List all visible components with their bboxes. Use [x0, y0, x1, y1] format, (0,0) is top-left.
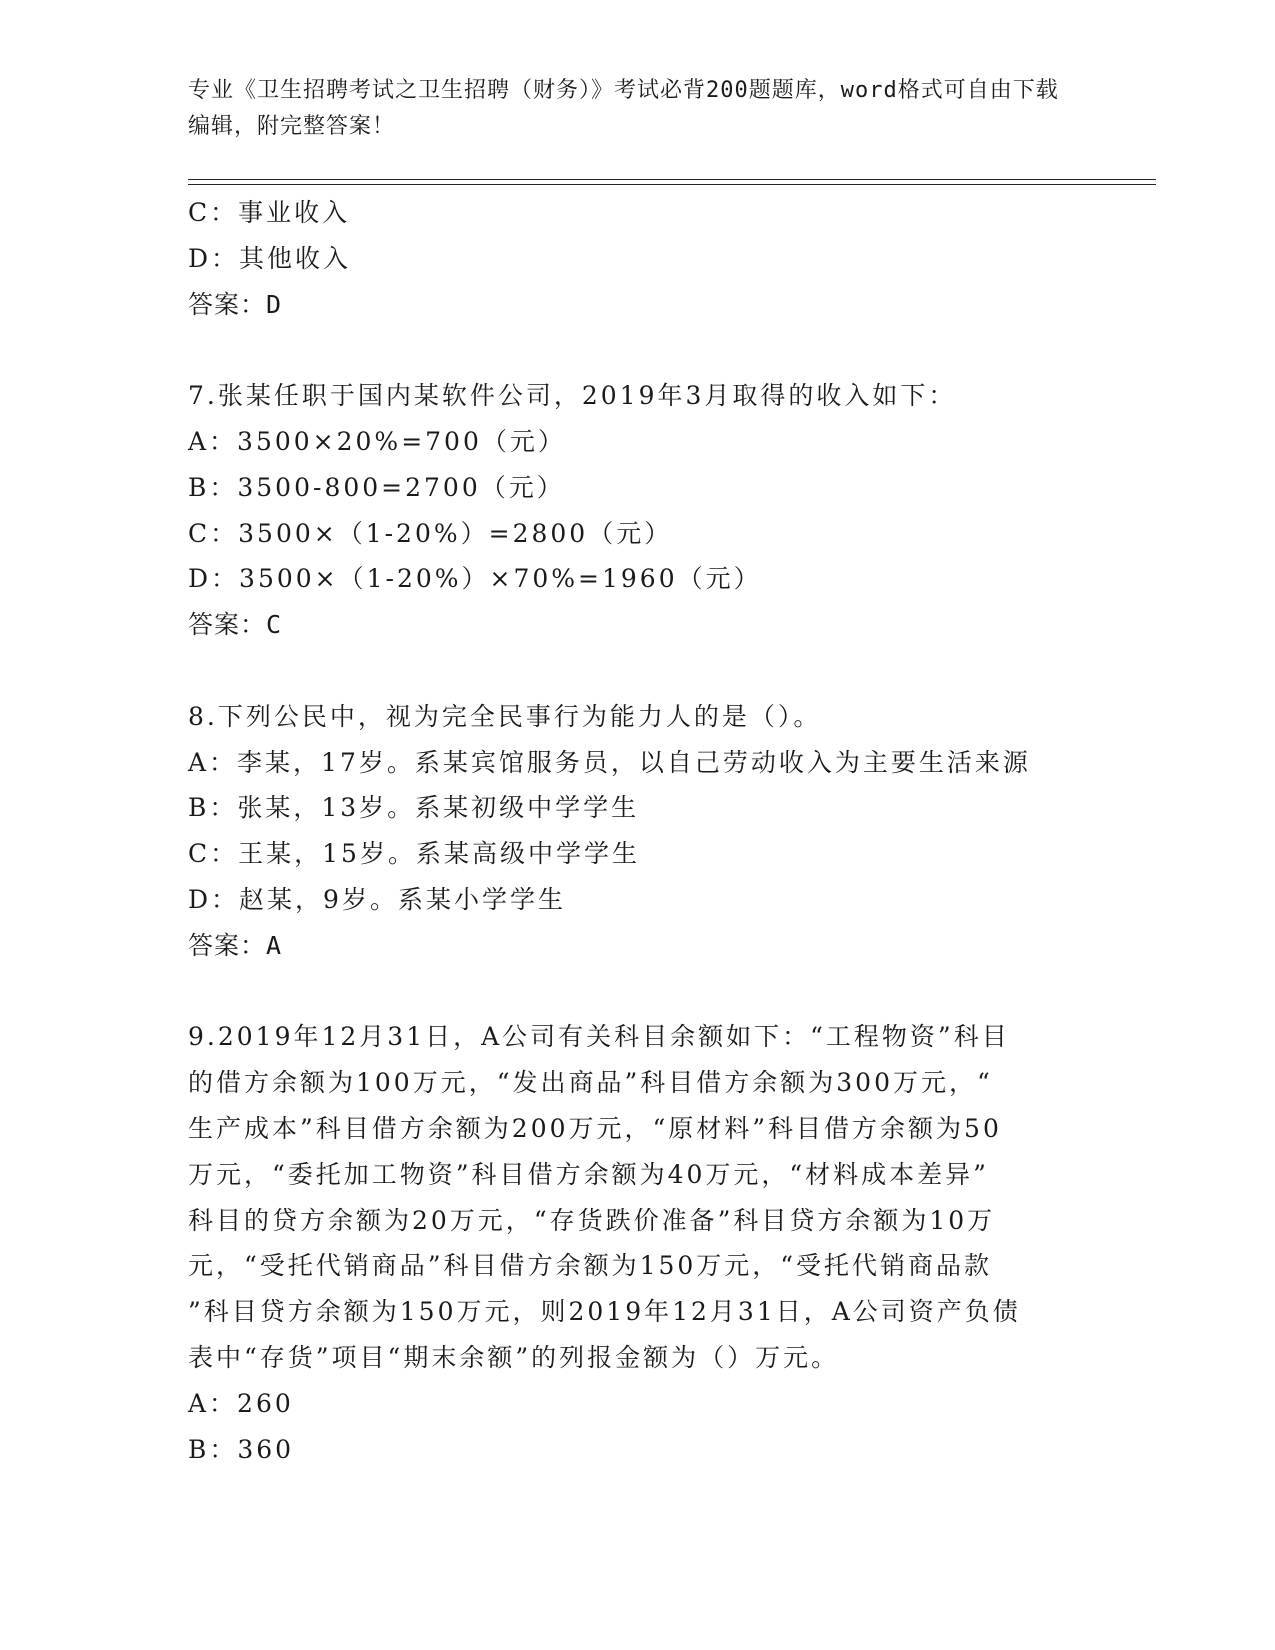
header-divider-bottom — [188, 184, 1156, 185]
q8-option-b: B：张某，13岁。系某初级中学学生 — [188, 793, 640, 823]
document-header: 专业《卫生招聘考试之卫生招聘（财务）》考试必背200题题库，word格式可自由下载编辑，附完整答案！ — [188, 78, 1059, 139]
spacer — [188, 648, 1068, 694]
q9-stem-line: ”科目贷方余额为150万元，则2019年12月31日，A公司资产负债 — [188, 1297, 1021, 1327]
q7-stem: 7.张某任职于国内某软件公司，2019年3月取得的收入如下： — [188, 381, 957, 411]
header-divider-top — [188, 179, 1156, 180]
spacer — [188, 969, 1068, 1015]
q7-answer: 答案：C — [188, 610, 283, 640]
q9-stem-line: 万元，“委托加工物资”科目借方余额为40万元，“材料成本差异” — [188, 1159, 989, 1189]
q9-stem-line: 表中“存货”项目“期末余额”的列报金额为（）万元。 — [188, 1342, 840, 1372]
q9-stem-line: 9.2019年12月31日，A公司有关科目余额如下：“工程物资”科目 — [188, 1022, 1010, 1052]
q9-stem-line: 科目的贷方余额为20万元，“存货跌价准备”科目贷方余额为10万 — [188, 1205, 996, 1235]
q7-option-d: D：3500×（1-20%）×70%=1960（元） — [188, 564, 762, 594]
q9-stem-line: 元，“受托代销商品”科目借方余额为150万元，“受托代销商品款 — [188, 1251, 993, 1281]
q8-answer: 答案：A — [188, 930, 283, 960]
q7-option-c: C：3500×（1-20%）=2800（元） — [188, 518, 673, 548]
q6-option-c: C：事业收入 — [188, 198, 351, 227]
q6-answer: 答案：D — [188, 289, 283, 319]
q8-option-c: C：王某，15岁。系某高级中学学生 — [188, 839, 640, 869]
q9-stem-line: 生产成本”科目借方余额为200万元，“原材料”科目借方余额为50 — [188, 1113, 1002, 1143]
document-body — [188, 190, 1068, 1472]
q9-option-a: A：260 — [188, 1388, 294, 1418]
q9-option-b: B：360 — [188, 1434, 295, 1464]
q9-stem-line: 的借方余额为100万元，“发出商品”科目借方余额为300万元，“ — [188, 1068, 993, 1098]
q8-option-a: A：李某，17岁。系某宾馆服务员，以自己劳动收入为主要生活来源 — [188, 747, 1031, 777]
q7-option-b: B：3500-800=2700（元） — [188, 472, 565, 502]
q8-stem: 8.下列公民中，视为完全民事行为能力人的是（）。 — [188, 701, 822, 731]
q8-option-d: D：赵某，9岁。系某小学学生 — [188, 884, 566, 914]
q6-option-d: D：其他收入 — [188, 243, 352, 273]
spacer — [188, 327, 1068, 373]
q7-option-a: A：3500×20%=700（元） — [188, 426, 566, 456]
